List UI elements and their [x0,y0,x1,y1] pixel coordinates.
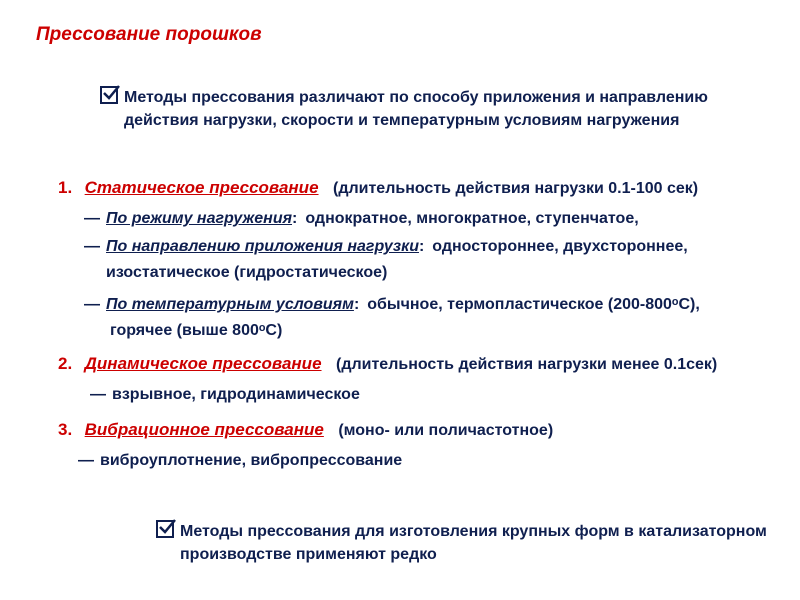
dash-icon: — [78,452,94,469]
item-colon: : [353,296,360,313]
dash-icon: — [84,296,100,313]
section-2-heading [58,354,717,374]
intro-text-1: Методы прессования различают по способу приложения и направлению [124,89,708,106]
checkbox-checked-icon [156,520,174,538]
item-text: виброуплотнение, вибропрессование [100,452,403,469]
item-colon: : [292,210,298,227]
section-2-item-1 [90,386,360,404]
section-1-number: 1. [58,178,73,197]
section-2-note: (длительность действия нагрузки менее 0.1сек) [335,356,718,373]
page-title: Прессование порошков [36,24,262,45]
section-3-name: Вибрационное прессование [84,420,324,439]
conclusion-line-1 [156,520,767,541]
conclusion-line-2: производстве применяют редко [180,546,437,563]
section-1-heading [58,178,698,198]
section-2-name: Динамическое прессование [84,354,322,373]
item-label: По направлению приложения нагрузки [106,238,419,255]
conclusion-text-1: Методы прессования для изготовления крупных форм в катализаторном [180,523,767,540]
dash-icon: — [84,210,100,227]
item-colon: : [418,238,425,255]
section-1-item-2-cont: изостатическое (гидростатическое) [106,264,388,281]
item-text: обычное, термопластическое (200-800ᵒC), [367,296,700,313]
item-label: По режиму нагружения [106,210,293,227]
section-1-item-1 [84,210,639,228]
intro-line-1 [100,86,708,107]
section-2-number: 2. [58,354,73,373]
section-3-heading [58,420,553,440]
section-3-note: (моно- или поличастотное) [338,422,554,439]
dash-icon: — [90,386,106,403]
section-1-item-2 [84,238,688,256]
item-label: По температурным условиям [106,296,354,313]
section-3-number: 3. [58,420,73,439]
section-1-name: Статическое прессование [84,178,319,197]
section-1-item-3-cont: горячее (выше 800ᵒC) [110,322,283,339]
section-3-item-1 [78,452,402,470]
checkbox-checked-icon [100,86,118,104]
intro-line-2: действия нагрузки, скорости и температурным условиям нагружения [124,112,680,129]
dash-icon: — [84,238,100,255]
section-1-item-3 [84,296,700,314]
section-1-note: (длительность действия нагрузки 0.1-100 сек) [332,180,699,197]
item-text: однократное, многократное, ступенчатое, [305,210,639,227]
item-text: взрывное, гидродинамическое [112,386,360,403]
item-text: одностороннее, двухстороннее, [432,238,688,255]
